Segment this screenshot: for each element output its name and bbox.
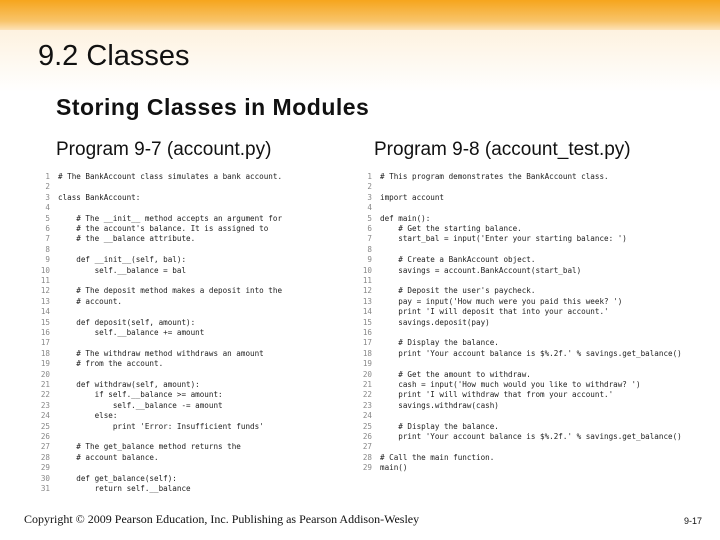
line-number: 25 bbox=[362, 421, 372, 431]
line-number: 25 bbox=[40, 421, 50, 431]
line-number: 27 bbox=[362, 442, 372, 452]
slide-title: 9.2 Classes bbox=[38, 40, 190, 72]
line-number: 19 bbox=[362, 359, 372, 369]
line-number: 20 bbox=[40, 369, 50, 379]
code-text: return self.__balance bbox=[58, 484, 191, 493]
line-number: 14 bbox=[362, 307, 372, 317]
line-number: 12 bbox=[362, 286, 372, 296]
slide-top-bar bbox=[0, 0, 720, 30]
line-number: 31 bbox=[40, 484, 50, 493]
code-text: # Call the main function. bbox=[380, 452, 495, 462]
code-text: # The deposit method makes a deposit into the bbox=[58, 286, 283, 296]
line-number: 19 bbox=[40, 359, 50, 369]
line-number: 11 bbox=[40, 276, 50, 285]
line-number: 8 bbox=[45, 244, 50, 254]
line-number: 23 bbox=[40, 400, 50, 410]
page-number: 9-17 bbox=[684, 516, 703, 526]
line-number: 29 bbox=[362, 463, 372, 473]
code-text: if self.__balance >= amount: bbox=[58, 390, 223, 400]
code-text: def deposit(self, amount): bbox=[58, 317, 196, 327]
code-text: def withdraw(self, amount): bbox=[58, 380, 200, 389]
line-number: 3 bbox=[367, 192, 372, 202]
code-text: # the __balance attribute. bbox=[58, 234, 196, 244]
code-text: savings.deposit(pay) bbox=[380, 317, 490, 327]
line-number: 7 bbox=[45, 234, 50, 244]
code-text: # The BankAccount class simulates a bank account. bbox=[58, 172, 283, 181]
slide-subtitle: Storing Classes in Modules bbox=[56, 94, 370, 120]
line-number: 15 bbox=[362, 317, 372, 327]
code-text: # Display the balance. bbox=[380, 421, 499, 431]
line-number: 14 bbox=[40, 307, 50, 317]
code-text: self.__balance -= amount bbox=[58, 400, 223, 410]
line-number: 1 bbox=[367, 172, 372, 181]
line-number: 4 bbox=[367, 203, 372, 213]
line-number: 13 bbox=[362, 296, 372, 306]
line-number: 27 bbox=[40, 442, 50, 452]
line-number: 5 bbox=[367, 213, 372, 223]
code-text: # The __init__ method accepts an argument for bbox=[58, 213, 283, 223]
line-number: 6 bbox=[367, 224, 372, 233]
line-number: 26 bbox=[362, 432, 372, 441]
code-text: # the account's balance. It is assigned to bbox=[58, 224, 269, 233]
code-text: # from the account. bbox=[58, 359, 164, 369]
code-text: # Create a BankAccount object. bbox=[380, 255, 536, 265]
line-number: 18 bbox=[362, 348, 372, 358]
right-program-heading: Program 9-8 (account_test.py) bbox=[374, 139, 631, 160]
line-number: 30 bbox=[40, 473, 50, 483]
code-text: class BankAccount: bbox=[58, 192, 141, 202]
line-number: 23 bbox=[362, 400, 372, 410]
code-text: self.__balance += amount bbox=[58, 328, 205, 337]
line-number: 9 bbox=[367, 255, 372, 265]
line-number: 16 bbox=[40, 328, 50, 337]
line-number: 2 bbox=[367, 182, 372, 192]
line-number: 28 bbox=[362, 452, 372, 462]
line-number: 12 bbox=[40, 286, 50, 296]
line-number: 20 bbox=[362, 369, 372, 379]
line-number: 28 bbox=[40, 452, 50, 462]
code-text: print 'I will withdraw that from your account.' bbox=[380, 390, 614, 400]
line-number: 1 bbox=[45, 172, 50, 181]
code-text: # The withdraw method withdraws an amount bbox=[58, 348, 264, 358]
code-text: main() bbox=[380, 463, 408, 473]
line-number: 17 bbox=[40, 338, 50, 348]
code-text: # Get the amount to withdraw. bbox=[380, 369, 531, 379]
right-code-listing bbox=[360, 172, 710, 472]
left-code-listing bbox=[38, 172, 358, 502]
line-number: 9 bbox=[45, 255, 50, 265]
code-text: import account bbox=[380, 192, 445, 202]
line-number: 11 bbox=[362, 276, 372, 285]
line-number: 17 bbox=[362, 338, 372, 348]
left-program-heading: Program 9-7 (account.py) bbox=[56, 139, 272, 160]
line-number: 26 bbox=[40, 432, 50, 441]
code-text: else: bbox=[58, 411, 118, 421]
line-number: 10 bbox=[40, 265, 50, 275]
code-text: print 'Your account balance is $%.2f.' % savings.get_balance() bbox=[380, 432, 682, 441]
code-text: self.__balance = bal bbox=[58, 265, 187, 275]
code-text: savings.withdraw(cash) bbox=[380, 400, 499, 410]
line-number: 16 bbox=[362, 328, 372, 337]
code-text: def __init__(self, bal): bbox=[58, 255, 187, 265]
code-text: cash = input('How much would you like to withdraw? ') bbox=[380, 380, 641, 389]
line-number: 15 bbox=[40, 317, 50, 327]
code-text: print 'Your account balance is $%.2f.' % savings.get_balance() bbox=[380, 348, 682, 358]
code-text: # account balance. bbox=[58, 452, 159, 462]
code-text: print 'I will deposit that into your account.' bbox=[380, 307, 609, 317]
code-text: # Deposit the user's paycheck. bbox=[380, 286, 536, 296]
line-number: 13 bbox=[40, 296, 50, 306]
code-text: # Display the balance. bbox=[380, 338, 499, 348]
line-number: 24 bbox=[362, 411, 372, 421]
code-text: # account. bbox=[58, 296, 123, 306]
line-number: 2 bbox=[45, 182, 50, 192]
line-number: 7 bbox=[367, 234, 372, 244]
code-text: print 'Error: Insufficient funds' bbox=[58, 421, 264, 431]
code-text: savings = account.BankAccount(start_bal) bbox=[380, 265, 582, 275]
line-number: 18 bbox=[40, 348, 50, 358]
code-text: def get_balance(self): bbox=[58, 473, 177, 483]
line-number: 29 bbox=[40, 463, 50, 473]
code-text: # Get the starting balance. bbox=[380, 224, 522, 233]
line-number: 10 bbox=[362, 265, 372, 275]
line-number: 21 bbox=[40, 380, 50, 389]
code-text: pay = input('How much were you paid this week? ') bbox=[380, 296, 623, 306]
code-text: # The get_balance method returns the bbox=[58, 442, 241, 452]
code-text: def main(): bbox=[380, 213, 431, 223]
line-number: 24 bbox=[40, 411, 50, 421]
line-number: 4 bbox=[45, 203, 50, 213]
line-number: 21 bbox=[362, 380, 372, 389]
line-number: 8 bbox=[367, 244, 372, 254]
code-text: # This program demonstrates the BankAccount class. bbox=[380, 172, 609, 181]
line-number: 22 bbox=[362, 390, 372, 400]
code-text: start_bal = input('Enter your starting balance: ') bbox=[380, 234, 627, 244]
line-number: 6 bbox=[45, 224, 50, 233]
line-number: 22 bbox=[40, 390, 50, 400]
copyright-footer: Copyright © 2009 Pearson Education, Inc. Publishing as Pearson Addison-Wesley bbox=[24, 512, 420, 526]
line-number: 3 bbox=[45, 192, 50, 202]
line-number: 5 bbox=[45, 213, 50, 223]
